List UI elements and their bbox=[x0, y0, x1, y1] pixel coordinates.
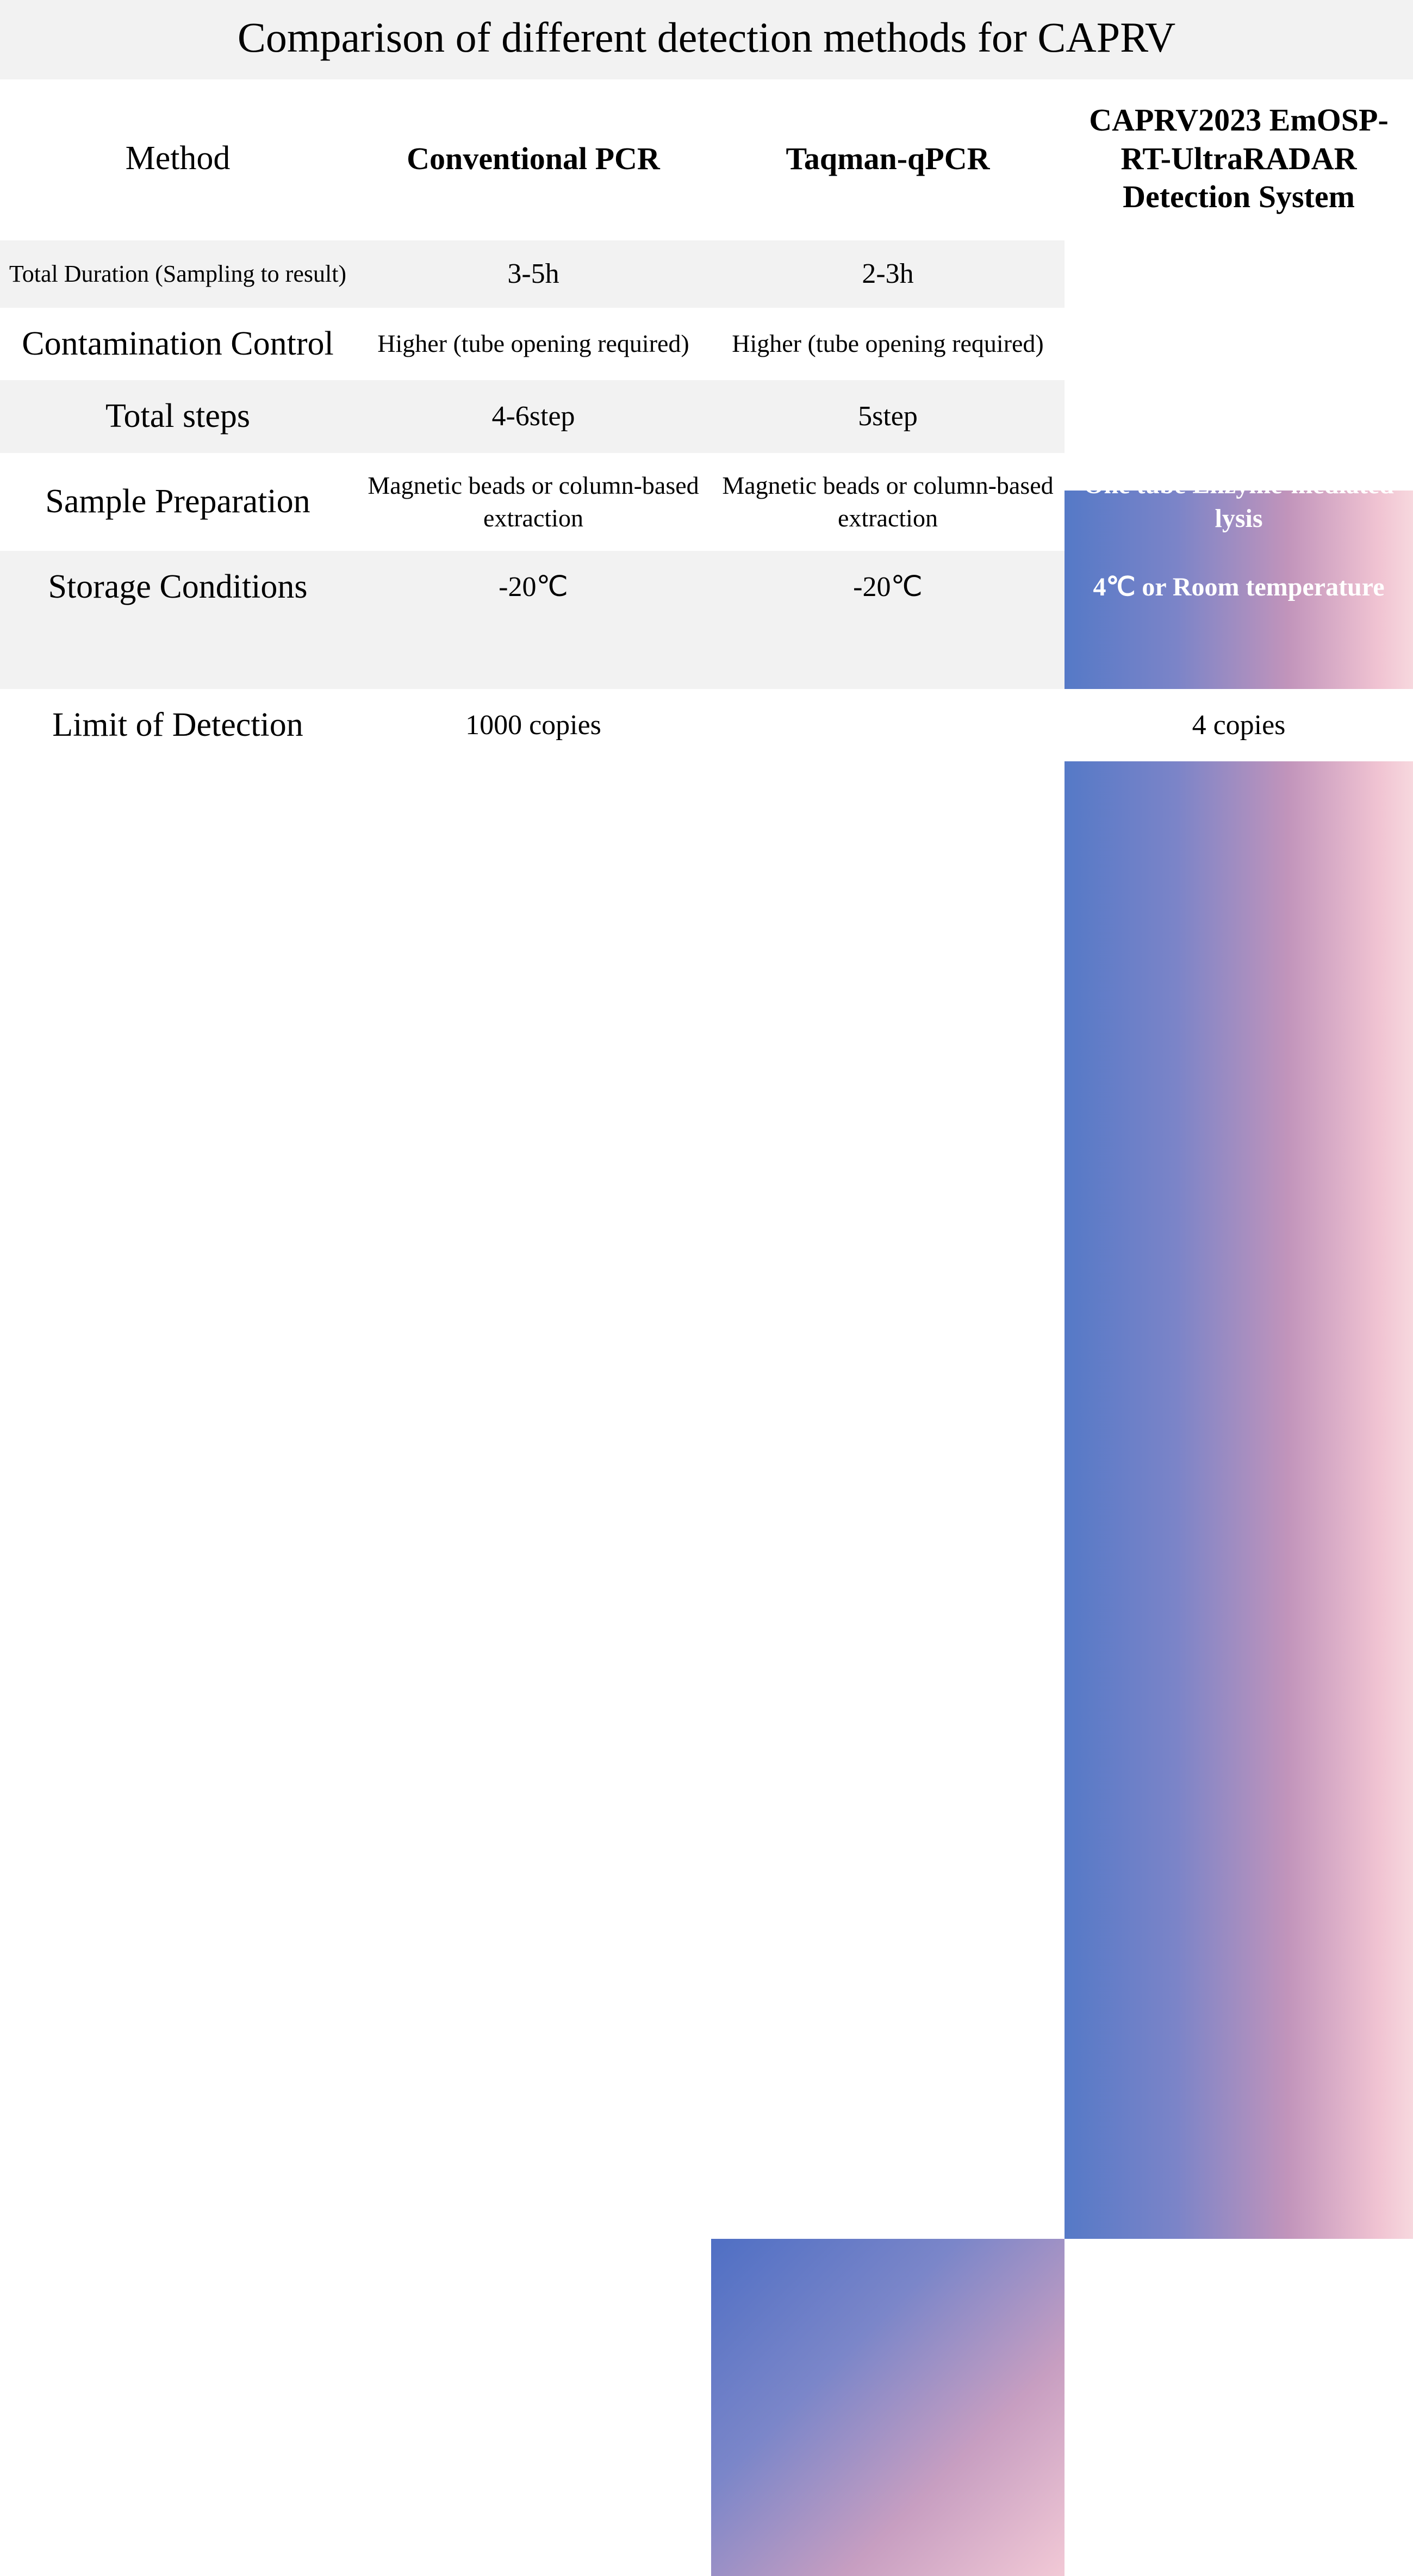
row-label-limit-of-detection: Limit of Detection bbox=[0, 689, 356, 762]
cell-storage-taqman: -20℃ bbox=[711, 551, 1065, 624]
column-header-caprv-system: CAPRV2023 EmOSP-RT-UltraRADAR Detection System bbox=[1065, 79, 1413, 240]
table-row-contamination-control bbox=[0, 308, 1413, 381]
comparison-table-page bbox=[0, 0, 1413, 761]
cell-total-steps-taqman: 5step bbox=[711, 380, 1065, 453]
spacer-cell-1 bbox=[356, 624, 711, 689]
cell-sample-prep-caprv: One tube Enzyme-mediated lysis bbox=[1084, 470, 1394, 533]
table-row-total-duration bbox=[0, 240, 1413, 308]
table-row-storage-conditions bbox=[0, 551, 1413, 624]
cell-total-steps-caprv: 2step bbox=[1210, 401, 1268, 431]
table-spacer-row bbox=[0, 624, 1413, 689]
cell-total-steps-conventional: 4-6step bbox=[356, 380, 711, 453]
spacer-cell-2 bbox=[711, 624, 1065, 689]
cell-total-duration-conventional: 3-5h bbox=[356, 240, 711, 308]
cell-lod-conventional: 1000 copies bbox=[356, 689, 711, 762]
table-body bbox=[0, 240, 1413, 761]
cell-storage-caprv: 4℃ or Room temperature bbox=[1093, 572, 1385, 601]
table-header-row bbox=[0, 79, 1413, 240]
cell-total-duration-caprv: 30min bbox=[1204, 259, 1274, 288]
table-row-total-steps bbox=[0, 380, 1413, 453]
spacer-cell-0 bbox=[0, 624, 356, 689]
cell-storage-conventional: -20℃ bbox=[356, 551, 711, 624]
column-header-method: Method bbox=[0, 79, 356, 240]
column-header-conventional-pcr: Conventional PCR bbox=[356, 79, 711, 240]
cell-lod-taqman: 2 copies bbox=[844, 710, 932, 740]
column-header-taqman-qpcr: Taqman-qPCR bbox=[711, 79, 1065, 240]
page-title-text: Comparison of different detection methods for CAPRV bbox=[237, 14, 1176, 61]
taqman-lod-gradient-highlight bbox=[711, 2239, 1065, 2576]
row-label-sample-preparation: Sample Preparation bbox=[0, 453, 356, 551]
cell-sample-prep-taqman: Magnetic beads or column-based extraction bbox=[711, 453, 1065, 551]
page-title bbox=[0, 0, 1413, 79]
row-label-storage-conditions: Storage Conditions bbox=[0, 551, 356, 624]
row-label-contamination-control: Contamination Control bbox=[0, 308, 356, 381]
table-row-limit-of-detection bbox=[0, 689, 1413, 762]
row-label-total-steps: Total steps bbox=[0, 380, 356, 453]
cell-total-duration-taqman: 2-3h bbox=[711, 240, 1065, 308]
spacer-cell-3 bbox=[1065, 624, 1413, 689]
cell-contamination-conventional: Higher (tube opening required) bbox=[356, 308, 711, 381]
cell-contamination-taqman: Higher (tube opening required) bbox=[711, 308, 1065, 381]
comparison-table bbox=[0, 79, 1413, 762]
cell-lod-caprv: 4 copies bbox=[1065, 689, 1413, 762]
table-row-sample-preparation bbox=[0, 453, 1413, 551]
table-header bbox=[0, 79, 1413, 240]
cell-sample-prep-conventional: Magnetic beads or column-based extraction bbox=[356, 453, 711, 551]
row-label-total-duration: Total Duration (Sampling to result) bbox=[0, 240, 356, 308]
cell-contamination-caprv: Minimal (closed system) bbox=[1104, 329, 1374, 358]
